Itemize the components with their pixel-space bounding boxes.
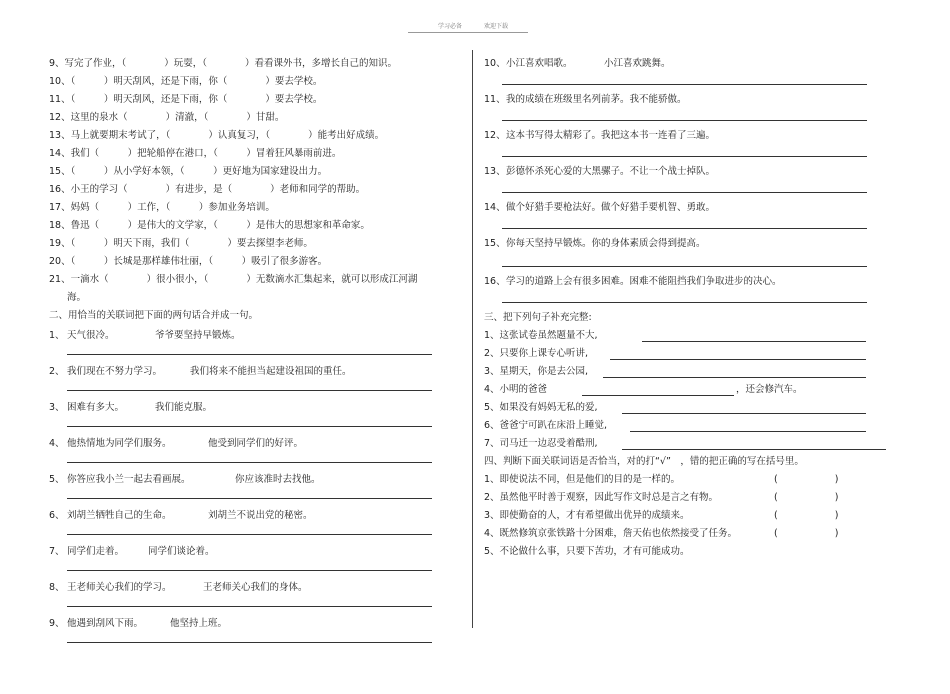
- combine-item-1-b: 爷爷要坚持早锻炼。: [155, 330, 241, 341]
- complete-item-2: 2、只要你上课专心听讲,: [484, 348, 589, 359]
- complete-item-4: 4、小明的爸爸: [484, 384, 548, 395]
- combine-item-2-answer-line: [67, 390, 432, 391]
- complete-item-6-answer-line: [630, 431, 866, 432]
- section-3-title: 三、把下列句子补充完整:: [484, 312, 592, 323]
- combine-item-15-a: 你每天坚持早锻炼。你的身体素质会得到提高。: [506, 238, 706, 249]
- combine-item-13-a: 彭德怀杀死心爱的大黑骡子。不让一个战士掉队。: [506, 166, 716, 177]
- complete-item-4-answer-line: [582, 395, 734, 396]
- combine-item-5-b: 你应该准时去找他。: [235, 474, 321, 485]
- judge-item-2: 2、虽然他平时善于观察，因此写作文时总是言之有物。: [484, 492, 719, 503]
- complete-item-1: 1、这张试卷虽然题量不大,: [484, 330, 598, 341]
- combine-item-4-num: 4、: [49, 438, 65, 449]
- fill-item-17: 17、妈妈（ ）工作，（ ）参加业务培训。: [49, 202, 275, 213]
- header-left-text: 学习必备: [438, 23, 463, 30]
- combine-item-16-a: 学习的道路上会有很多困难。困难不能阻挡我们争取进步的决心。: [506, 276, 782, 287]
- combine-item-11-a: 我的成绩在班级里名列前茅。我不能骄傲。: [506, 94, 687, 105]
- combine-item-4-answer-line: [67, 462, 432, 463]
- judge-item-3: 3、即使勤奋的人，才有希望做出优异的成绩来。: [484, 510, 690, 521]
- combine-item-6-a: 刘胡兰牺牲自己的生命。: [67, 510, 172, 521]
- combine-item-2-a: 我们现在不努力学习。: [67, 366, 163, 377]
- complete-item-3-answer-line: [603, 377, 866, 378]
- fill-item-14: 14、我们（ ）把轮船停在港口，（ ）冒着狂风暴雨前进。: [49, 148, 342, 159]
- combine-item-16-num: 16、: [484, 276, 506, 287]
- combine-item-16-answer-line: [502, 302, 867, 303]
- combine-item-8-a: 王老师关心我们的学习。: [67, 582, 172, 593]
- combine-item-7-num: 7、: [49, 546, 65, 557]
- combine-item-6-answer-line: [67, 534, 432, 535]
- combine-item-13-num: 13、: [484, 166, 506, 177]
- judge-item-4: 4、既然修筑京张铁路十分困难，詹天佑也依然接受了任务。: [484, 528, 738, 539]
- fill-item-20: 20、（ ）长城是那样雄伟壮丽，（ ）吸引了很多游客。: [49, 256, 328, 267]
- fill-item-16: 16、小王的学习（ ）有进步，是（ ）老师和同学的帮助。: [49, 184, 366, 195]
- column-divider: [472, 50, 473, 628]
- combine-item-15-num: 15、: [484, 238, 506, 249]
- complete-item-7-answer-line: [622, 449, 886, 450]
- section-2-title: 二、用恰当的关联词把下面的两句话合并成一句。: [49, 310, 259, 321]
- complete-item-2-answer-line: [610, 359, 866, 360]
- fill-item-13: 13、马上就要期末考试了，（ ）认真复习，（ ）能考出好成绩。: [49, 130, 385, 141]
- combine-item-6-num: 6、: [49, 510, 65, 521]
- combine-item-6-b: 刘胡兰不说出党的秘密。: [208, 510, 313, 521]
- complete-item-6: 6、爸爸宁可趴在床沿上睡觉,: [484, 420, 608, 431]
- combine-item-2-b: 我们将来不能担当起建设祖国的重任。: [190, 366, 352, 377]
- combine-item-10-answer-line: [502, 84, 867, 85]
- combine-item-10-b: 小江喜欢跳舞。: [604, 58, 671, 69]
- combine-item-5-num: 5、: [49, 474, 65, 485]
- fill-item-15: 15、（ ）从小学好本领，（ ）更好地为国家建设出力。: [49, 166, 328, 177]
- judge-item-3-paren: ( ): [774, 510, 839, 521]
- fill-item-12: 12、这里的泉水（ ）清澈，（ ）甘甜。: [49, 112, 285, 123]
- combine-item-14-a: 做个好猎手要枪法好。做个好猎手要机智、勇敢。: [506, 202, 716, 213]
- combine-item-3-answer-line: [67, 426, 432, 427]
- combine-item-12-a: 这本书写得太精彩了。我把这本书一连看了三遍。: [506, 130, 716, 141]
- combine-item-9-num: 9、: [49, 618, 65, 629]
- complete-item-4-tail: ，还会修汽车。: [736, 384, 803, 395]
- combine-item-3-b: 我们能克服。: [155, 402, 213, 413]
- combine-item-14-num: 14、: [484, 202, 506, 213]
- combine-item-7-b: 同学们谈论着。: [148, 546, 215, 557]
- combine-item-10-a: 小江喜欢唱歌。: [506, 58, 573, 69]
- combine-item-11-answer-line: [502, 120, 867, 121]
- combine-item-13-answer-line: [502, 192, 867, 193]
- fill-item-9: 9、写完了作业，（ ）玩耍，（ ）看看课外书，多增长自己的知识。: [49, 58, 398, 69]
- combine-item-7-answer-line: [67, 570, 432, 571]
- fill-item-19: 19、（ ）明天下雨，我们（ ）要去探望李老师。: [49, 238, 313, 249]
- combine-item-4-a: 他热情地为同学们服务。: [67, 438, 172, 449]
- fill-item-11: 11、（ ）明天刮风，还是下雨，你（ ）要去学校。: [49, 94, 323, 105]
- combine-item-1-answer-line: [67, 354, 432, 355]
- combine-item-9-answer-line: [67, 642, 432, 643]
- judge-item-4-paren: ( ): [774, 528, 839, 539]
- complete-item-3: 3、星期天，你是去公园,: [484, 366, 589, 377]
- combine-item-8-b: 王老师关心我们的身体。: [203, 582, 308, 593]
- combine-item-3-a: 困难有多大。: [67, 402, 125, 413]
- fill-item-21-cont: 海。: [67, 292, 87, 303]
- combine-item-9-a: 他遇到刮风下雨。: [67, 618, 144, 629]
- combine-item-3-num: 3、: [49, 402, 65, 413]
- combine-item-7-a: 同学们走着。: [67, 546, 125, 557]
- complete-item-5: 5、如果没有妈妈无私的爱,: [484, 402, 598, 413]
- combine-item-5-a: 你答应我小兰一起去看画展。: [67, 474, 191, 485]
- combine-item-12-num: 12、: [484, 130, 506, 141]
- combine-item-10-num: 10、: [484, 58, 506, 69]
- header-rule: [408, 32, 528, 33]
- combine-item-5-answer-line: [67, 498, 432, 499]
- judge-item-1: 1、即使说法不同，但是他们的目的是一样的。: [484, 474, 681, 485]
- complete-item-5-answer-line: [622, 413, 866, 414]
- combine-item-2-num: 2、: [49, 366, 65, 377]
- combine-item-11-num: 11、: [484, 94, 506, 105]
- combine-item-8-answer-line: [67, 606, 432, 607]
- complete-item-7: 7、司马迁一边忍受着酷刑,: [484, 438, 598, 449]
- combine-item-14-answer-line: [502, 228, 867, 229]
- section-4-title: 四、判断下面关联词语是否恰当，对的打“√” ，错的把正确的写在括号里。: [484, 456, 804, 467]
- fill-item-10: 10、（ ）明天刮风，还是下雨，你（ ）要去学校。: [49, 76, 323, 87]
- combine-item-9-b: 他坚持上班。: [170, 618, 228, 629]
- combine-item-8-num: 8、: [49, 582, 65, 593]
- combine-item-1-num: 1、: [49, 330, 65, 341]
- combine-item-12-answer-line: [502, 156, 867, 157]
- fill-item-21: 21、一滴水（ ）很小很小，（ ）无数滴水汇集起来，就可以形成江河湖: [49, 274, 418, 285]
- header-right-text: 欢迎下载: [484, 23, 509, 30]
- judge-item-1-paren: ( ): [774, 474, 839, 485]
- combine-item-15-answer-line: [502, 266, 867, 267]
- judge-item-5: 5、不论做什么事，只要下苦功，才有可能成功。: [484, 546, 690, 557]
- judge-item-2-paren: ( ): [774, 492, 839, 503]
- combine-item-4-b: 他受到同学们的好评。: [208, 438, 304, 449]
- fill-item-18: 18、鲁迅（ ）是伟大的文学家，（ ）是伟大的思想家和革命家。: [49, 220, 370, 231]
- combine-item-1-a: 天气很冷。: [67, 330, 115, 341]
- complete-item-1-answer-line: [642, 341, 866, 342]
